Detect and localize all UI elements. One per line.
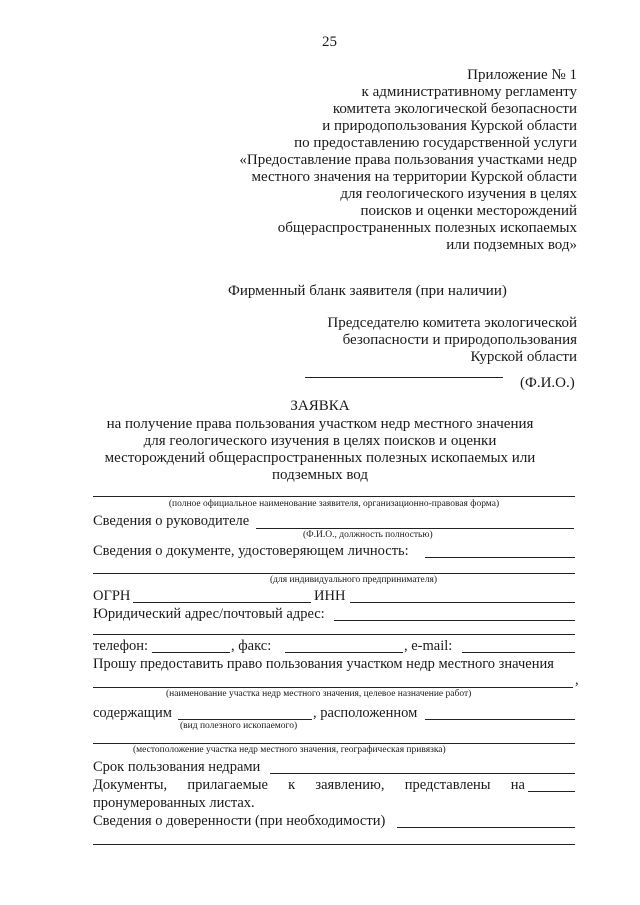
head-field[interactable]	[256, 528, 574, 529]
located-label: , расположенном	[313, 705, 418, 721]
sheets-count-field[interactable]	[528, 791, 575, 792]
form-title-line: подземных вод	[271, 467, 369, 483]
documents-line-2: пронумерованных листах.	[93, 795, 255, 811]
documents-word: к	[288, 777, 296, 793]
documents-word: представлены	[404, 777, 491, 793]
email-label: , e-mail:	[404, 638, 453, 654]
appendix-line: или подземных вод»	[446, 237, 577, 253]
location-field[interactable]	[93, 743, 575, 744]
phone-label: телефон:	[93, 638, 149, 654]
id-doc-hint: (для индивидуального предпринимателя)	[270, 575, 437, 585]
documents-word: на	[510, 777, 525, 793]
letterhead-note: Фирменный бланк заявителя (при наличии)	[228, 283, 507, 299]
fio-hint: (Ф.И.О.)	[520, 375, 575, 391]
appendix-line: комитета экологической безопасности	[332, 101, 577, 117]
addressee-fio-line[interactable]	[305, 377, 503, 378]
address-field[interactable]	[334, 620, 575, 621]
form-title-text	[0, 416, 640, 484]
appendix-line: поисков и оценки месторождений	[360, 203, 577, 219]
request-text: Прошу предоставить право пользования участком недр местного значения	[93, 656, 554, 672]
addressee-line: Председателю комитета экологической	[327, 315, 577, 331]
appendix-line: «Предоставление права пользования участками недр	[239, 152, 577, 168]
appendix-line: по предоставлению государственной услуги	[294, 135, 577, 151]
proxy-label: Сведения о доверенности (при необходимости)	[93, 813, 386, 829]
proxy-field[interactable]	[397, 827, 575, 828]
id-doc-label: Сведения о документе, удостоверяющем личность:	[93, 543, 409, 559]
ogrn-label: ОГРН	[93, 588, 131, 604]
documents-word: Документы,	[93, 777, 168, 793]
appendix-line: и природопользования Курской области	[322, 118, 577, 134]
containing-label: содержащим	[93, 705, 172, 721]
site-hint: (наименование участка недр местного значения, целевое назначение работ)	[166, 689, 472, 699]
mineral-field[interactable]	[178, 719, 312, 720]
form-title-line: на получение права пользования участком недр местного значения	[106, 416, 534, 432]
request-comma: ,	[575, 672, 579, 688]
applicant-name-field[interactable]	[93, 496, 575, 497]
proxy-field-2[interactable]	[93, 844, 575, 845]
address-label: Юридический адрес/почтовый адрес:	[93, 606, 325, 622]
documents-word: прилагаемые	[187, 777, 268, 793]
fax-label: , факс:	[231, 638, 272, 654]
id-doc-field-2[interactable]	[93, 573, 575, 574]
form-title-line: для геологического изучения в целях поисков и оценки	[143, 433, 497, 449]
appendix-line: местного значения на территории Курской области	[251, 169, 577, 185]
form-title-line: месторождений общераспространенных полезных ископаемых или	[104, 450, 536, 466]
fax-field[interactable]	[285, 652, 403, 653]
inn-field[interactable]	[350, 602, 575, 603]
addressee-line: Курской области	[470, 349, 577, 365]
ogrn-field[interactable]	[133, 602, 311, 603]
id-doc-field[interactable]	[425, 557, 575, 558]
appendix-line: к административному регламенту	[361, 84, 577, 100]
applicant-hint: (полное официальное наименование заявителя, организационно-правовая форма)	[168, 499, 500, 509]
located-field[interactable]	[425, 719, 575, 720]
inn-label: ИНН	[314, 588, 346, 604]
phone-field[interactable]	[152, 652, 230, 653]
appendix-block	[239, 67, 577, 254]
addressee-block	[327, 315, 577, 366]
term-field[interactable]	[270, 773, 575, 774]
documents-line	[93, 777, 525, 794]
appendix-line: для геологического изучения в целях	[340, 186, 577, 202]
head-label: Сведения о руководителе	[93, 513, 250, 529]
addressee-line: безопасности и природопользования	[342, 332, 577, 348]
appendix-line: Приложение № 1	[467, 67, 577, 83]
head-hint: (Ф.И.О., должность полностью)	[303, 530, 433, 540]
appendix-line: общераспространенных полезных ископаемых	[277, 220, 577, 236]
mineral-hint: (вид полезного ископаемого)	[180, 721, 298, 731]
term-label: Срок пользования недрами	[93, 759, 261, 775]
site-field[interactable]	[93, 687, 573, 688]
documents-word: заявлению,	[315, 777, 385, 793]
address-field-2[interactable]	[93, 634, 575, 635]
email-field[interactable]	[462, 652, 575, 653]
form-title-heading: ЗАЯВКА	[290, 398, 350, 414]
page-number: 25	[322, 34, 337, 50]
location-hint: (местоположение участка недр местного значения, географическая привязка)	[133, 745, 446, 755]
